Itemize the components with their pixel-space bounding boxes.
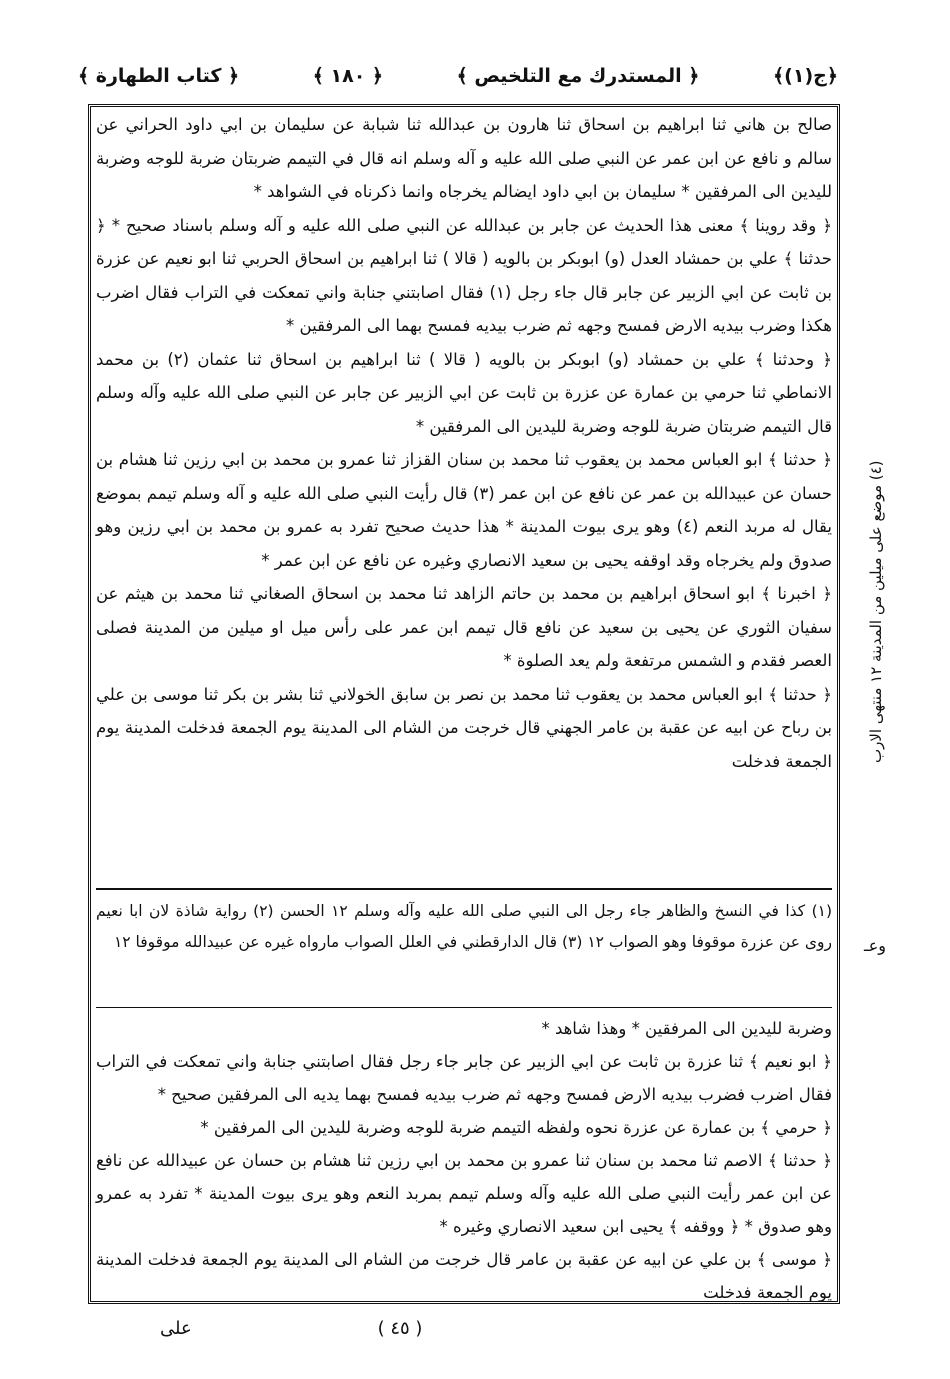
talkhis-paragraph: ﴿ ابو نعيم ﴾ ثنا عزرة بن ثابت عن ابي الزبير عن جابر جاء رجل فقال اصابتني جنابة واني تمعكت في التراب فقال اضرب فضرب بيديه الارض فمسح وجهه ثم ضرب بيديه فمسح بهما يديه الى المرفقين صحيح * [96, 1052, 832, 1104]
main-paragraph: ﴿ وحدثنا ﴾ علي بن حمشاد (و) ابوبكر بن بالويه ( قالا ) ثنا ابراهيم بن اسحاق ثنا عثمان (٢) بن محمد الانماطي ثنا حرمي بن عمارة عن عزرة بن ثابت عن ابي الزبير عن جابر عن النبي صلى الله عليه وآله وسلم قال التيمم ضربتان ضربة للوجه وضربة لليدين الى المرفقين * [96, 349, 832, 436]
main-paragraph: ﴿ حدثنا ﴾ ابو العباس محمد بن يعقوب ثنا محمد بن سنان القزاز ثنا عمرو بن محمد بن ابي رزين ثنا هشام بن حسان عن عبيدالله بن عمر عن نافع عن ابن عمر (٣) قال رأيت النبي صلى الله عليه و آله وسلم تيمم بموضع يقال له مربد النعم (٤) وهو يرى بيوت المدينة * هذا حديث صحيح تفرد به عمرو بن محمد بن ابي رزين وهو صدوق ولم يخرجاه وقد اوقفه يحيى بن سعيد الانصاري وغيره عن نافع عن ابن عمر * [96, 450, 832, 570]
running-header [78, 58, 838, 94]
talkhis-divider [96, 1007, 832, 1008]
margin-mark: وعـ [864, 936, 886, 955]
footnote-line: (١) كذا في النسخ والظاهر جاء رجل الى النبي صلى الله عليه وآله وسلم ١٢ الحسن (٢) رواية شاذة لان ابا نعيم روى عن عزرة موقوفا وهو الصواب ١٢ (٣) قال الدارقطني في العلل الصواب مارواه غيره عن عبيدالله موقوفا ١٢ [96, 902, 833, 951]
talkhis-paragraph: وضربة لليدين الى المرفقين * وهذا شاهد * [541, 1019, 832, 1038]
talkhis-paragraph: ﴿ حرمي ﴾ بن عمارة عن عزرة نحوه ولفظه التيمم ضربة للوجه وضربة لليدين الى المرفقين * [200, 1118, 832, 1137]
book-title: ﴿ المستدرك مع التلخيص ﴾ [456, 65, 700, 87]
footer-page-number: ( ٤٥ ) [377, 1318, 423, 1339]
main-paragraph: صالح بن هاني ثنا ابراهيم بن اسحاق ثنا هارون بن عبدالله ثنا شبابة عن سليمان بن ابي داود الحراني عن سالم و نافع عن ابن عمر عن النبي صلى الله عليه و آله وسلم انه قال في التيمم ضربتان ضربة للوجه وضربة لليدين الى المرفقين * سليمان بن ابي داود ايضالم يخرجاه وانما ذكرناه في الشواهد * [96, 115, 832, 201]
catchword: على [160, 1318, 192, 1339]
main-paragraph: ﴿ حدثنا ﴾ ابو العباس محمد بن يعقوب ثنا محمد بن نصر بن سابق الخولاني ثنا بشر بن بكر ثنا موسى بن علي بن رباح عن ابيه عن عقبة بن عامر الجهني قال خرجت من الشام الى المدينة يوم الجمعة فدخلت المدينة يوم الجمعة فدخلت [96, 684, 832, 771]
header-page-number: ﴿ ١٨٠ ﴾ [312, 65, 384, 87]
talkhis-section [96, 1004, 832, 1309]
main-text [96, 108, 832, 778]
footnote-divider [96, 888, 832, 890]
chapter-title: ﴿ كتاب الطهارة ﴾ [78, 65, 240, 87]
footnotes [96, 884, 832, 958]
talkhis-paragraph: ﴿ موسى ﴾ بن علي عن ابيه عن عقبة بن عامر قال خرجت من الشام الى المدينة يوم الجمعة فدخلت المدينة يوم الجمعة فدخلت [96, 1250, 832, 1302]
talkhis-paragraph: ﴿ حدثنا ﴾ الاصم ثنا محمد بن سنان ثنا عمرو بن محمد بن ابي رزين ثنا هشام بن حسان عن عبيدالله عن نافع عن ابن عمر رأيت النبي صلى الله عليه وآله وسلم تيمم بمربد النعم وهو يرى بيوت المدينة * تفرد به عمرو وهو صدوق * ﴿ ووقفه ﴾ يحيى ابن سعيد الانصاري وغيره * [96, 1151, 832, 1236]
margin-note: (٤) موضع على ميلين من المدينة ١٢ منتهى الارب [867, 460, 885, 763]
volume-label: ﴿ج(١)﴾ [773, 65, 838, 87]
main-paragraph: ﴿ وقد روينا ﴾ معنى هذا الحديث عن جابر بن عبدالله عن النبي صلى الله عليه و آله وسلم باسناد صحيح * ﴿ حدثنا ﴾ علي بن حمشاد العدل (و) ابوبكر بن بالويه ( قالا ) ثنا ابراهيم بن اسحاق الحربي ثنا ابو نعيم عن عزرة بن ثابت عن ابي الزبير عن جابر قال جاء رجل (١) فقال اصابتني جنابة واني تمعكت في التراب فقال اضرب هكذا وضرب بيديه الارض فمسح وجهه ثم ضرب بيديه فمسح بهما الى المرفقين * [96, 215, 833, 335]
main-paragraph: ﴿ اخبرنا ﴾ ابو اسحاق ابراهيم بن محمد بن حاتم الزاهد ثنا محمد بن اسحاق الصغاني ثنا محمد بن هيثم عن سفيان الثوري عن يحيى بن سعيد عن نافع قال تيمم ابن عمر على رأس ميل او ميلين من المدينة فصلى العصر فقدم و الشمس مرتفعة ولم يعد الصلوة * [96, 584, 832, 670]
